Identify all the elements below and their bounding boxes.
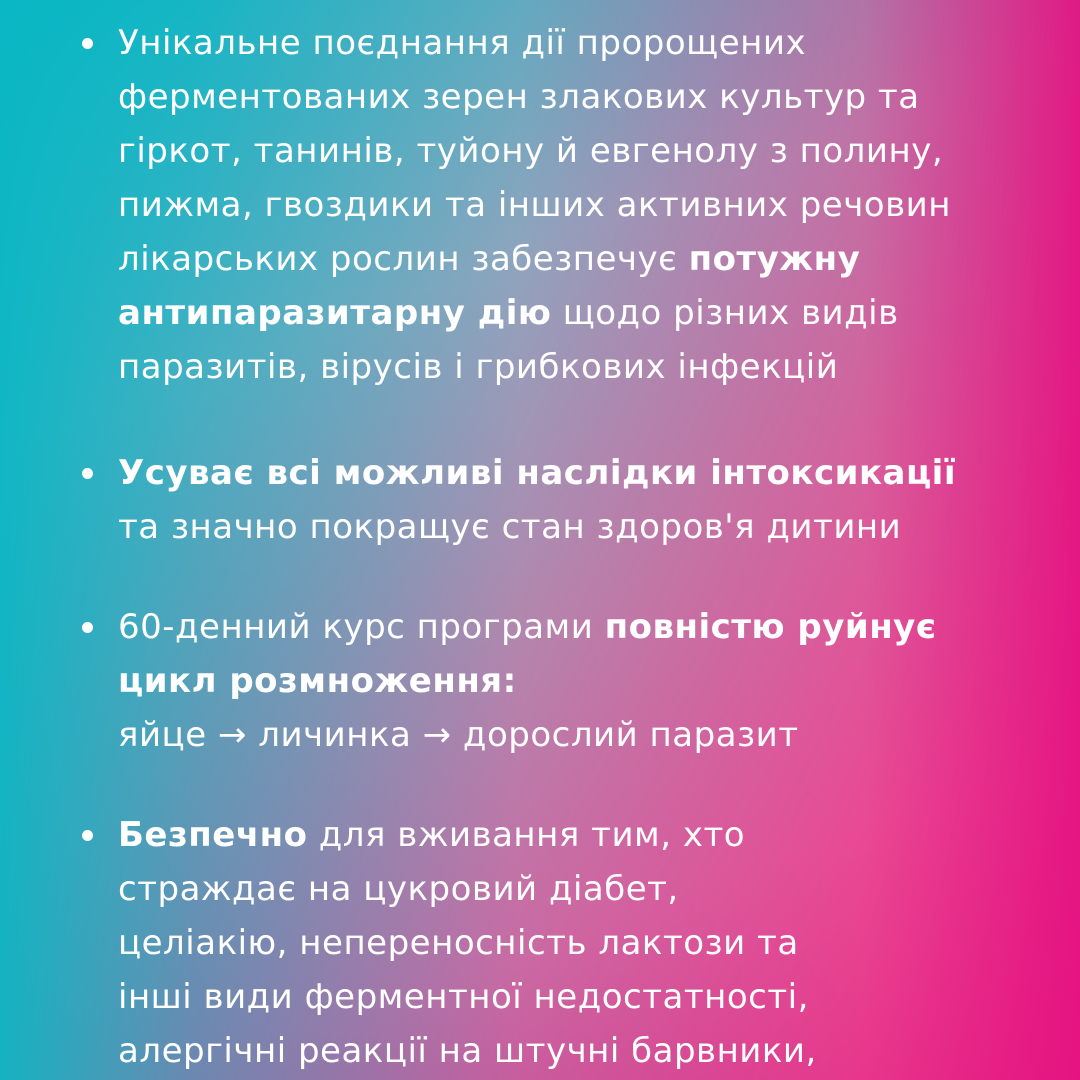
- bullet-1-line-4: пижма, гвоздики та інших активних речовин: [118, 185, 951, 225]
- bullet-3-line-1: 60-денний курс програми повністю руйнує: [118, 607, 937, 647]
- bullet-4-line-1: Безпечно для вживання тим, хто: [118, 815, 746, 855]
- bullet-2-line-2: та значно покращує стан здоров'я дитини: [118, 507, 902, 547]
- bullet-3-line-3: яйце → личинка → дорослий паразит: [118, 715, 799, 755]
- bullet-4-line-5: алергічні реакції на штучні барвники,: [118, 1031, 817, 1071]
- bullet-dot: [82, 38, 93, 49]
- bullet-1-line-2: ферментованих зерен злакових культур та: [118, 77, 920, 117]
- bullet-1-line-6: антипаразитарну дію щодо різних видів: [118, 293, 899, 333]
- bullet-dot: [82, 622, 93, 633]
- bullet-4-line-4: інші види ферментної недостатності,: [118, 977, 809, 1017]
- bullet-1-line-7: паразитів, вірусів і грибкових інфекцій: [118, 347, 839, 387]
- bullet-dot: [82, 830, 93, 841]
- bullet-3-line-2: цикл розмноження:: [118, 661, 517, 701]
- bullet-4-line-3: целіакію, непереносність лактози та: [118, 923, 799, 963]
- bullet-2-line-1: Усуває всі можливі наслідки інтоксикації: [118, 453, 956, 493]
- bullet-1-line-5: лікарських рослин забезпечує потужну: [118, 239, 861, 279]
- bullet-dot: [82, 468, 93, 479]
- bullet-1-line-3: гіркот, танинів, туйону й евгенолу з полину,: [118, 131, 944, 171]
- bullet-4-line-2: страждає на цукровий діабет,: [118, 869, 679, 909]
- bullet-1-line-1: Унікальне поєднання дії пророщених: [118, 23, 807, 63]
